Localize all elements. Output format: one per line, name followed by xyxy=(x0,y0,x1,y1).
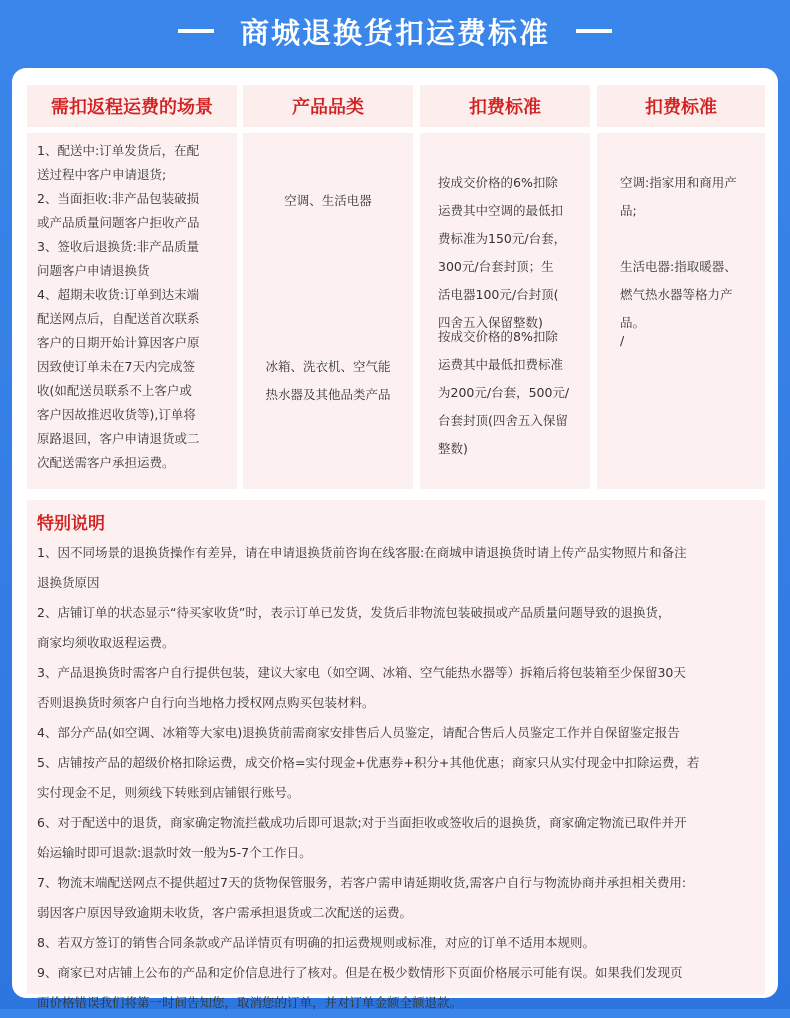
special-notes xyxy=(27,500,765,1010)
remark-others: / xyxy=(620,333,625,348)
header-standard-note: 扣费标准 xyxy=(597,85,765,127)
note-item: 5、店铺按产品的超级价格扣除运费，成交价格=实付现金+优惠券+积分+其他优惠；商家只从实付现金中扣除运费，若 实付现金不足，则须线下转账到店铺银行账号。 xyxy=(37,755,700,800)
note-item: 8、若双方签订的销售合同条款或产品详情页有明确的扣运费规则或标准，对应的订单不适用本规则。 xyxy=(37,935,595,950)
page-title xyxy=(0,0,790,62)
scenario-cell: 1、配送中:订单发货后，在配 送过程中客户申请退货; 2、当面拒收:非产品包装破损 或产品质量问题客户拒收产品 3、签收后退换货:非产品质量 问题客户申请退换货 4、超期未收货:订单到达末端 配送网点后，自配送首次联系 客户的日期开始计算因客户原 因致使订单未在7天内完成签 收(如配送员联系不上客户或 客户因故推迟收货等),订单将 原路退回，客户申请退货或二 次配送需客户承担运费。 xyxy=(27,133,237,489)
notes-title: 特别说明 xyxy=(37,514,105,534)
remark-ac-life: 空调:指家用和商用产 品; 生活电器:指取暖器、 燃气热水器等格力产 品。 xyxy=(620,175,737,330)
note-item: 2、店铺订单的状态显示“待买家收货”时，表示订单已发货，发货后非物流包装破损或产品质量问题导致的退换货， 商家均须收取返程运费。 xyxy=(37,605,671,650)
category-others: 冰箱、洗衣机、空气能 热水器及其他品类产品 xyxy=(265,359,391,402)
note-item: 4、部分产品(如空调、冰箱等大家电)退换货前需商家安排售后人员鉴定，请配合售后人员鉴定工作并自保留鉴定报告 xyxy=(37,725,680,740)
header-category: 产品品类 xyxy=(243,85,413,127)
standard-ac-life: 按成交价格的6%扣除 运费其中空调的最低扣 费标准为150元/台套， 300元/台套封顶；生 活电器100元/台封顶( 四舍五入保留整数) xyxy=(438,175,567,330)
standard-others: 按成交价格的8%扣除 运费其中最低扣费标准 为200元/台套，500元/ 台套封顶(四舍五入保留 整数) xyxy=(438,329,570,456)
note-item: 1、因不同场景的退换货操作有差异，请在申请退换货前咨询在线客服:在商城申请退换货时请上传产品实物照片和备注 退换货原因 xyxy=(37,545,687,590)
title-dash-right xyxy=(576,29,612,33)
note-item: 9、商家已对店铺上公布的产品和定价信息进行了核对。但是在极少数情形下页面价格展示可能有误。如果我们发现页 面价格错误我们将第一时间告知您，取消您的订单，并对订单金额全额退款。 xyxy=(37,965,683,1010)
title-text: 商城退换货扣运费标准 xyxy=(239,15,550,50)
note-item: 6、对于配送中的退货，商家确定物流拦截成功后即可退款;对于当面拒收或签收后的退换货，商家确定物流已取件并开 始运输时即可退款:退款时效一般为5-7个工作日。 xyxy=(37,815,687,860)
standard-cell xyxy=(420,133,590,489)
note-item: 7、物流末端配送网点不提供超过7天的货物保管服务，若客户需申请延期收货,需客户自行与物流协商并承担相关费用: 弱因客户原因导致逾期未收货，客户需承担退货或二次配送的运费。 xyxy=(37,875,687,920)
category-ac-life: 空调、生活电器 xyxy=(284,193,372,208)
remark-cell xyxy=(597,133,765,489)
title-dash-left xyxy=(178,29,214,33)
category-cell xyxy=(243,133,413,489)
header-standard: 扣费标准 xyxy=(420,85,590,127)
header-scenario: 需扣返程运费的场景 xyxy=(27,85,237,127)
content-panel xyxy=(12,68,778,1010)
note-item: 3、产品退换货时需客户自行提供包装，建议大家电（如空调、冰箱、空气能热水器等）拆箱后将包装箱至少保留30天 否则退换货时须客户自行向当地格力授权网点购买包装材料。 xyxy=(37,665,686,710)
